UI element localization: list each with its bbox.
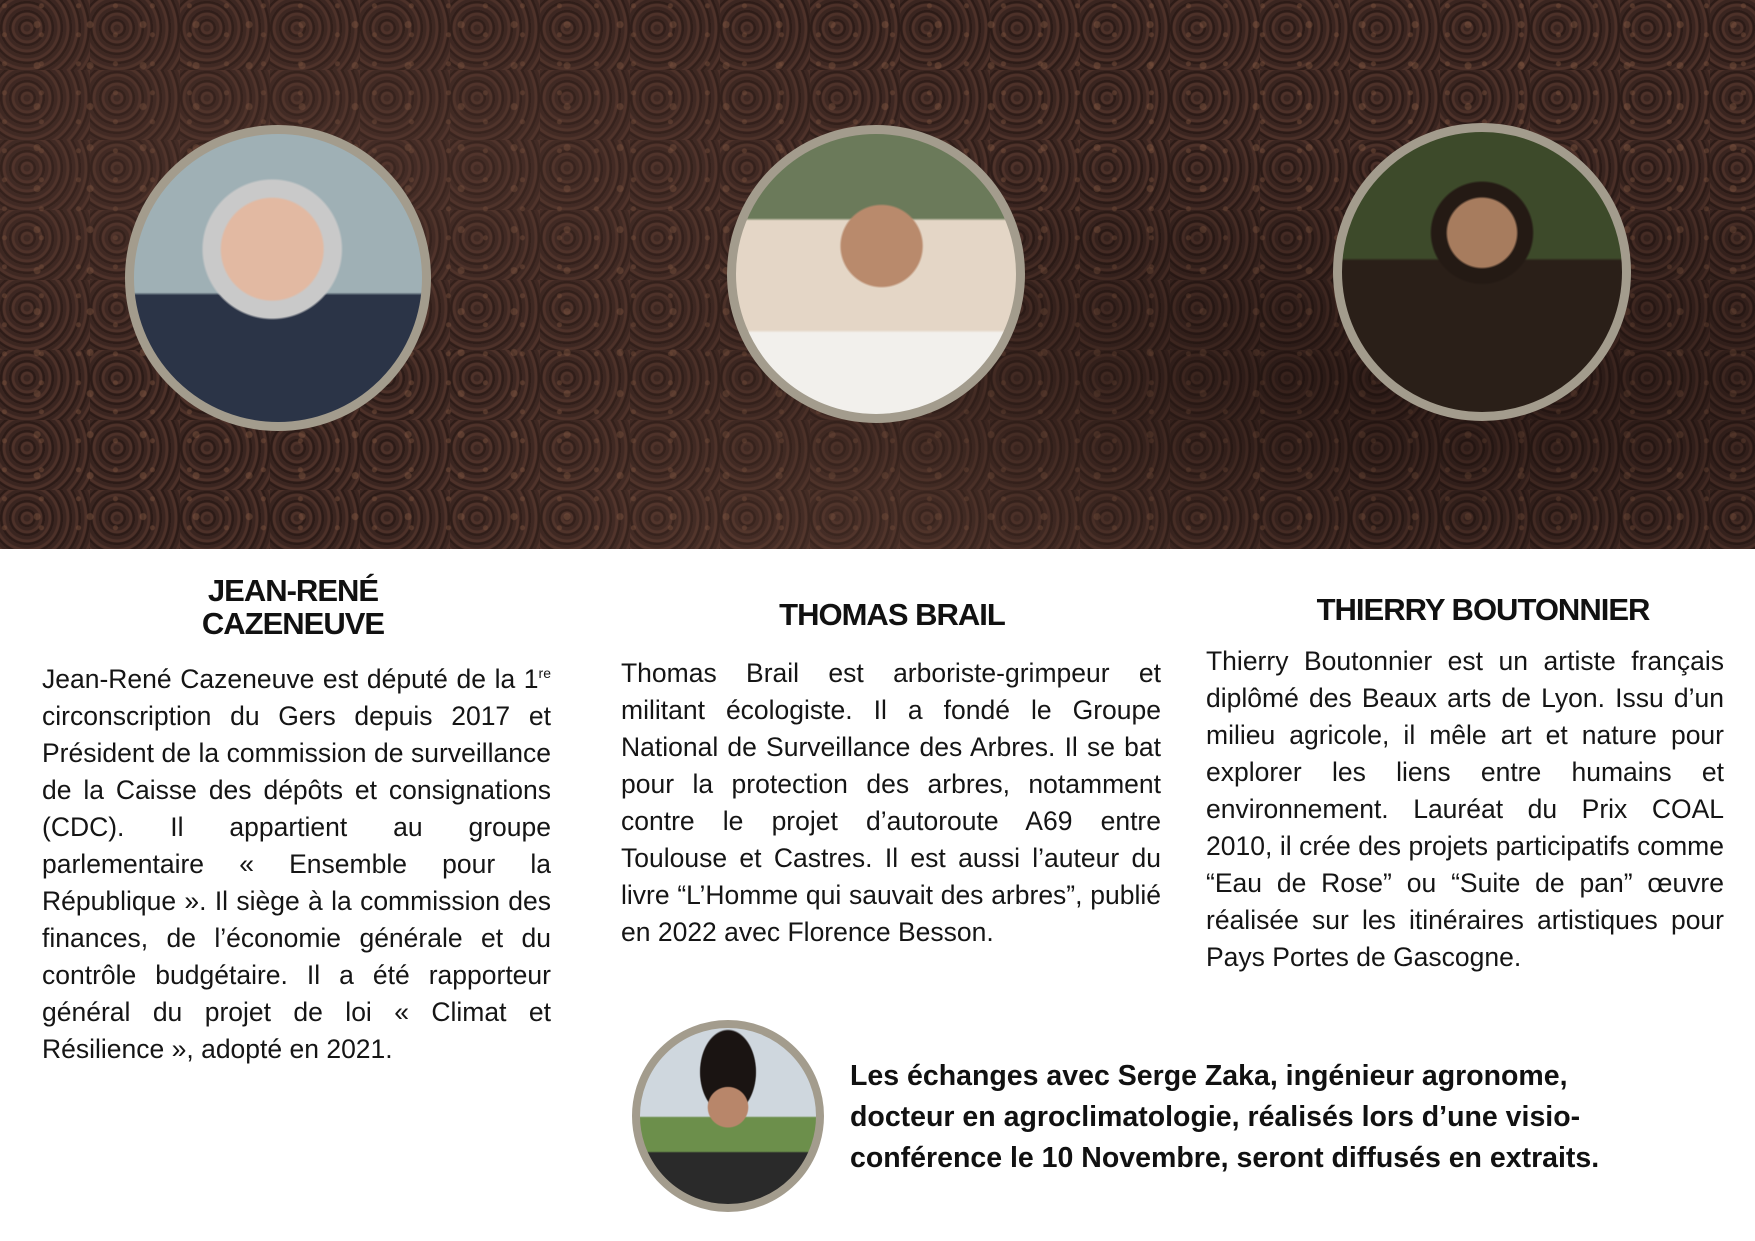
speaker-bio-cazeneuve: [42, 655, 551, 1068]
speaker-name-brail: THOMAS BRAIL: [779, 597, 1005, 632]
speaker-name-boutonnier: THIERRY BOUTONNIER: [1316, 592, 1650, 627]
portrait-thierry-boutonnier: [1333, 123, 1631, 421]
speaker-name-cazeneuve: [93, 574, 493, 640]
bio-text: Jean-René Cazeneuve est député de la 1: [42, 663, 539, 694]
name-line-2: CAZENEUVE: [201, 606, 385, 641]
portrait-thomas-brail: [727, 125, 1025, 423]
bio-superscript: re: [538, 665, 551, 681]
speaker-bio-brail: Thomas Brail est arboriste-grimpeur et militant écologiste. Il a fondé le Groupe National de Surveillance des Arbres. Il se bat pour la protection des arbres, notamment contre le projet d’autoroute A69 entre Toulouse et Castres. Il est aussi l’auteur du livre “L’Homme qui sauvait des arbres”, publié en 2022 avec Florence Besson.: [621, 658, 1161, 947]
name-line-1: JEAN-RENÉ: [207, 573, 379, 608]
serge-zaka-note: Les échanges avec Serge Zaka, ingénieur agronome, docteur en agroclimatologie, réalisés lors d’une visio-conférence le 10 Novembre, seront diffusés en extraits.: [850, 1060, 1600, 1174]
bio-text: circonscription du Gers depuis 2017 et Président de la commission de surveillance de la Caisse des dépôts et consignations (CDC). Il appartient au groupe parlementaire « Ensemble pour la République ». Il siège à la commission des finances, de l’économie générale et du contrôle budgétaire. Il a été rapporteur général du projet de loi « Climat et Résilience », adopté en 2021.: [42, 700, 551, 1064]
portrait-jean-rene-cazeneuve: [125, 125, 431, 431]
speaker-bio-boutonnier: Thierry Boutonnier est un artiste français diplômé des Beaux arts de Lyon. Issu d’un milieu agricole, il mêle art et nature pour explorer les liens entre humains et environnement. Lauréat du Prix COAL 2010, il crée des projets participatifs comme “Eau de Rose” ou “Suite de pan” œuvre réalisée sur les itinéraires artistiques pour Pays Portes de Gascogne.: [1206, 646, 1724, 972]
portrait-serge-zaka: [632, 1020, 824, 1212]
